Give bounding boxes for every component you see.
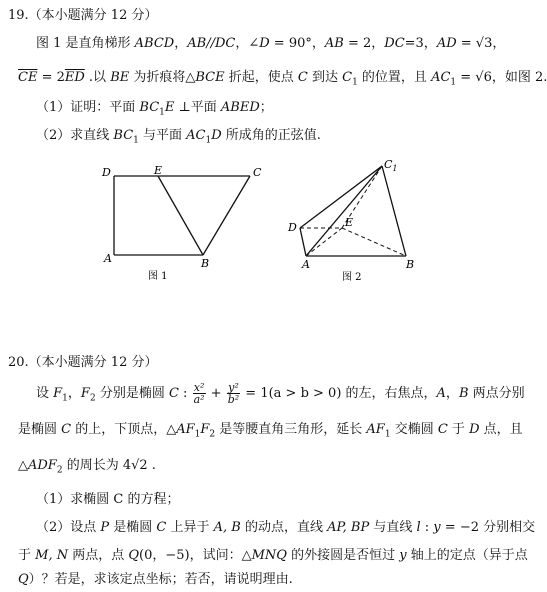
fig2-edge-DA: [300, 228, 306, 256]
fig2-edge-EB: [342, 228, 406, 256]
fig2-label-E: E: [345, 216, 354, 229]
q20-line2: 是椭圆 C 的上，下顶点，$\triangle AF_1F_2$ 是等腰直角三角形，延长 $AF_1$ 交椭圆 C 于 D 点，且: [18, 422, 523, 440]
fig2-edge-C1B: [382, 166, 406, 256]
figure-1: [100, 162, 270, 282]
q20-part2: （2）设点 P 是椭圆 C 上异于 A, B 的动点，直线 AP, BP 与直线 l : y = −2 分别相交: [36, 520, 536, 535]
fig2-label-A: A: [302, 258, 310, 271]
q20-part2-cont: 于 M, N 两点，点 Q(0，−5)，试问：△MNQ 的外接圆是否恒过 y 轴上的定点（异于点: [18, 548, 528, 563]
fig2-caption: 图 2: [342, 272, 362, 283]
fig2-label-D: D: [288, 221, 297, 234]
fig1-edge-EB: [158, 176, 203, 255]
q20-header: 20.（本小题满分 12 分）: [8, 355, 158, 370]
fraction-y: $\frac{\text{y²}}{\text{b²}}$: [227, 381, 240, 406]
fig1-label-D: D: [102, 166, 111, 179]
fig2-label-C1: $C_1$: [384, 158, 398, 173]
fig2-label-B: B: [406, 258, 415, 271]
q19-line1: 图 1 是直角梯形 ABCD，AB//DC，∠D = 90°，AB = 2，DC=3，AD = √3，: [36, 36, 506, 51]
q20-part1: （1）求椭圆 C 的方程；: [36, 492, 180, 507]
fig1-label-E: E: [154, 164, 163, 177]
fraction-x: $\frac{\text{x²}}{\text{a²}}$: [193, 381, 205, 406]
q20-part2-end: Q）？若是，求该定点坐标；若否，请说明理由.: [18, 572, 293, 587]
q19-part2: （2）求直线 $BC_1$ 与平面 $AC_1D$ 所成角的正弦值.: [36, 128, 321, 146]
fig1-label-B: B: [201, 257, 210, 270]
fig2-edge-AC1-hidden: [306, 228, 342, 256]
fig1-caption: 图 1: [148, 271, 168, 282]
fig1-label-C: C: [253, 166, 262, 179]
q19-part1: （1）证明：平面 $BC_1E$ ⊥平面 ABED；: [36, 100, 273, 118]
q20-line3: $\triangle ADF_2$ 的周长为 4√2 .: [18, 458, 156, 476]
fig2-edge-C1A: [306, 166, 382, 256]
q19-header: 19.（本小题满分 12 分）: [8, 8, 158, 23]
fig1-label-A: A: [104, 252, 112, 265]
fig2-edge-C1D: [300, 166, 382, 228]
figure-2: [284, 158, 424, 282]
fig1-edge-CB: [203, 176, 250, 255]
q19-line2: $\overline{CE} = 2\overline{ED}$ .以 BE 为折痕将△BCE 折起，使点 C 到达 $C_1$ 的位置，且 $AC_1 = √6$，如图 2.: [18, 70, 547, 88]
q20-line1: 设 $F_1$，$F_2$ 分别是椭圆 C : $\frac{\text{x²}}{\text{a²}}$ + $\frac{\text{y²}}{\text{b²}}$ = 1(a > b > 0) 的左，右焦点，A，B 两点分别: [36, 381, 525, 406]
